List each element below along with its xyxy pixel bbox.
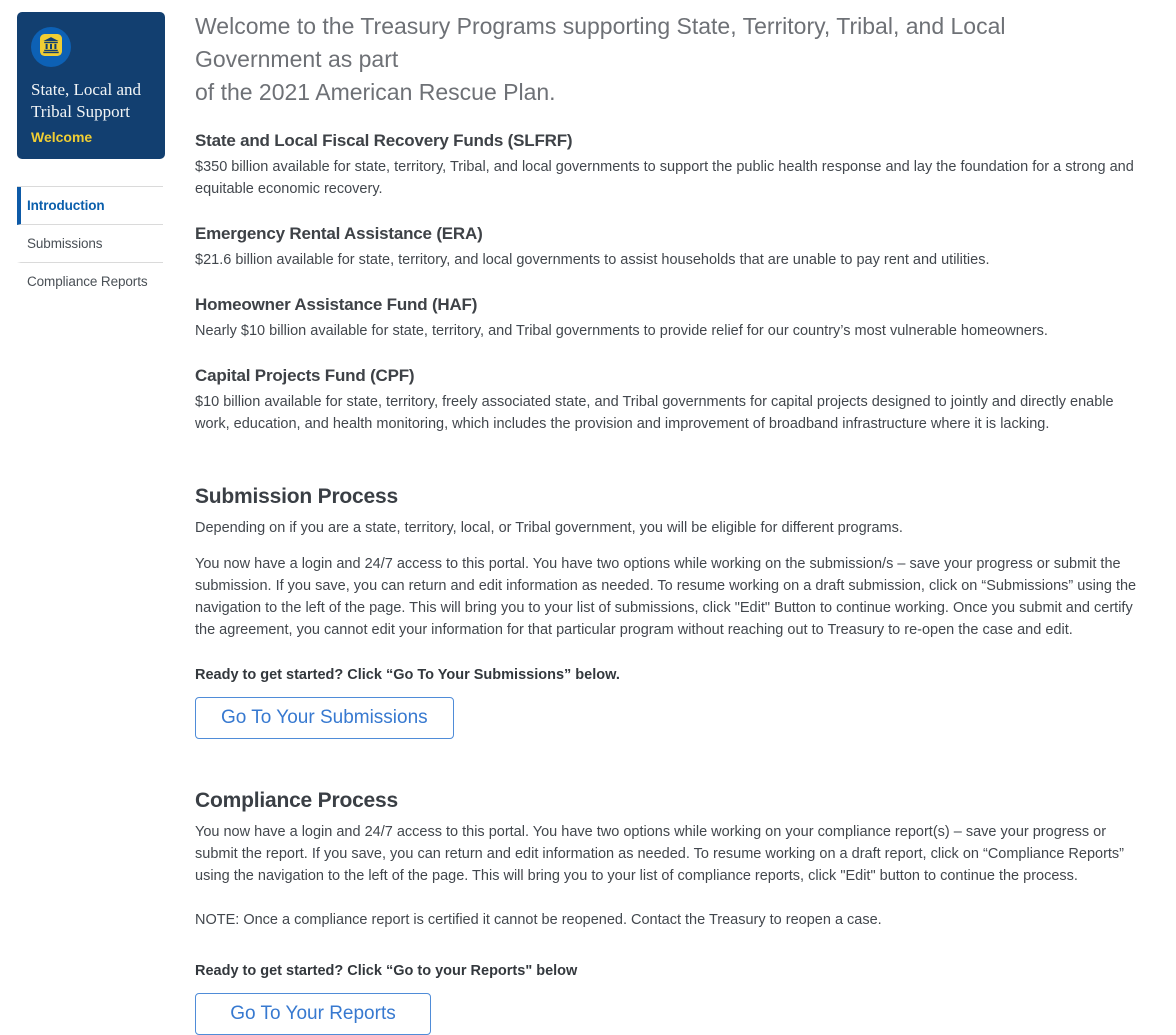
program-description: $10 billion available for state, territory, freely associated state, and Tribal governments for capital projects designed to jointly and directly enable work, education, and health monitoring, which includes the provision and improvement of broadband infrastructure where it is lacking.	[195, 394, 1114, 432]
compliance-ready-text: Ready to get started? Click “Go to your Reports" below	[195, 963, 578, 979]
program-section-slfrf	[195, 131, 1137, 200]
sidebar-item-submissions[interactable]	[17, 225, 163, 263]
go-to-submissions-button[interactable]: Go To Your Submissions	[195, 697, 454, 739]
compliance-note-text: NOTE: Once a compliance report is certified it cannot be reopened. Contact the Treasury to reopen a case.	[195, 912, 882, 928]
program-title: Homeowner Assistance Fund (HAF)	[195, 295, 478, 314]
main-content	[195, 0, 1137, 1024]
brand-title: State, Local and Tribal Support	[31, 80, 141, 121]
sidebar-item-introduction[interactable]	[17, 187, 163, 225]
brand-card	[17, 12, 165, 159]
submission-process-section	[195, 485, 1137, 739]
program-section-cpf	[195, 366, 1137, 435]
page-title-line-2: of the 2021 American Rescue Plan.	[195, 79, 556, 105]
sidebar-item-label: Compliance Reports	[27, 274, 148, 289]
sidebar	[17, 12, 167, 912]
page-title	[195, 10, 1137, 109]
page-title-line-1: Welcome to the Treasury Programs supporting State, Territory, Tribal, and Local Government as part	[195, 13, 1006, 72]
compliance-process-paragraph: You now have a login and 24/7 access to this portal. You have two options while working on your compliance report(s) – save your progress or submit the report. If you save, you can return and edit information as needed. To resume working on a draft report, click on “Compliance Reports” using the navigation to the left of the page. This will bring you to your list of compliance reports, click "Edit" button to continue the process.	[195, 824, 1125, 884]
submission-process-paragraph-1: Depending on if you are a state, territory, local, or Tribal government, you will be eligible for different programs.	[195, 520, 903, 536]
program-title: Emergency Rental Assistance (ERA)	[195, 224, 483, 243]
program-title: State and Local Fiscal Recovery Funds (SLFRF)	[195, 131, 573, 150]
program-section-haf	[195, 295, 1137, 342]
sidebar-nav	[17, 186, 163, 300]
program-title: Capital Projects Fund (CPF)	[195, 366, 415, 385]
sidebar-item-label: Submissions	[27, 236, 103, 251]
treasury-building-icon	[40, 34, 62, 61]
compliance-process-section	[195, 789, 1137, 1035]
sidebar-item-compliance-reports[interactable]	[17, 263, 163, 300]
brand-icon-circle	[31, 27, 71, 67]
program-description: $350 billion available for state, territory, Tribal, and local governments to support the public health response and lay the foundation for a strong and equitable economic recovery.	[195, 159, 1134, 197]
program-section-era	[195, 224, 1137, 271]
submission-process-paragraph-2: You now have a login and 24/7 access to this portal. You have two options while working on the submission/s – save your progress or submit the submission. If you save, you can return and edit information as needed. To resume working on a draft submission, click on “Submissions” using the navigation to the left of the page. This will bring you to your list of submissions, click "Edit" Button to continue working. Once you submit and certify the agreement, you cannot edit your information for that particular program without reaching out to Treasury to re-open the case and edit.	[195, 556, 1137, 638]
go-to-reports-button[interactable]: Go To Your Reports	[195, 993, 431, 1035]
submission-ready-text: Ready to get started? Click “Go To Your Submissions” below.	[195, 667, 620, 683]
brand-status-badge: Welcome	[31, 129, 93, 145]
sidebar-item-label: Introduction	[27, 198, 105, 213]
program-description: $21.6 billion available for state, territory, and local governments to assist households that are unable to pay rent and utilities.	[195, 252, 990, 268]
submission-process-title: Submission Process	[195, 485, 398, 508]
compliance-process-title: Compliance Process	[195, 789, 398, 812]
program-description: Nearly $10 billion available for state, territory, and Tribal governments to provide relief for our country’s most vulnerable homeowners.	[195, 323, 1048, 339]
